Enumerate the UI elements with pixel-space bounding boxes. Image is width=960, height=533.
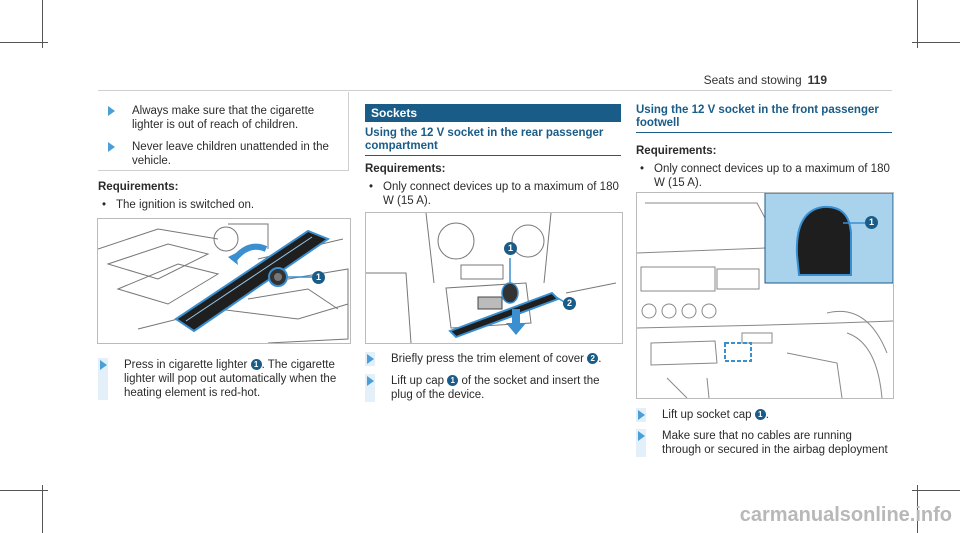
crop-mark [912, 42, 960, 43]
crop-mark [0, 42, 48, 43]
subsection-heading: Using the 12 V socket in the front passenger footwell [636, 104, 892, 133]
requirements-block [365, 162, 621, 208]
requirements-block [98, 180, 348, 212]
section-banner: Sockets [365, 104, 621, 122]
warning-item: Never leave children unattended in the vehicle. [106, 140, 334, 168]
requirements-title: Requirements: [98, 181, 179, 193]
requirements-block [636, 144, 892, 190]
requirements-title: Requirements: [365, 163, 446, 175]
instruction-step: Press in cigarette lighter 1 . The cigarette lighter will pop out automatically when the heating element is red-hot. [98, 358, 348, 400]
requirement-item: • Only connect devices up to a maximum of 180 W (15 A). [636, 162, 892, 190]
instruction-step: Lift up cap 1 of the socket and insert the plug of the device. [365, 374, 621, 402]
rear-socket-illustration [366, 213, 622, 343]
figure-cigarette-lighter [97, 218, 351, 344]
front-socket-illustration [637, 193, 893, 398]
instruction-step: Briefly press the trim element of cover 2 . [365, 352, 621, 366]
arrow-icon [636, 429, 646, 443]
crop-mark [0, 490, 48, 491]
callout-ref: 1 [447, 375, 458, 386]
subsection-heading: Using the 12 V socket in the rear passenger compartment [365, 127, 621, 156]
requirements-title: Requirements: [636, 145, 717, 157]
header-rule [98, 90, 892, 91]
instruction-step: Make sure that no cables are running through or secured in the airbag deployment [636, 429, 892, 457]
arrow-icon [365, 374, 375, 388]
crop-mark [912, 490, 960, 491]
figure-rear-socket [365, 212, 623, 344]
arrow-icon [365, 352, 375, 366]
callout-2: 2 [563, 297, 576, 310]
crop-mark [42, 0, 43, 48]
crop-mark [917, 0, 918, 48]
arrow-icon [636, 408, 646, 422]
watermark: carmanualsonline.info [739, 504, 952, 526]
page-header [704, 73, 827, 87]
callout-ref: 1 [755, 409, 766, 420]
callout-1: 1 [312, 271, 325, 284]
figure-front-socket [636, 192, 894, 399]
callout-1: 1 [865, 216, 878, 229]
requirement-item: • The ignition is switched on. [98, 198, 348, 212]
arrow-icon [106, 104, 116, 118]
arrow-icon [106, 140, 116, 154]
section-title: Seats and stowing [703, 73, 802, 87]
page-number: 119 [807, 73, 827, 87]
callout-ref: 2 [587, 353, 598, 364]
instruction-step: Lift up socket cap 1 . [636, 408, 892, 422]
requirement-item: • Only connect devices up to a maximum of 180 W (15 A). [365, 180, 621, 208]
arrow-icon [98, 358, 108, 372]
callout-ref: 1 [251, 359, 262, 370]
warning-item: Always make sure that the cigarette lighter is out of reach of children. [106, 104, 334, 132]
crop-mark [42, 485, 43, 533]
callout-1: 1 [504, 242, 517, 255]
warning-box [98, 92, 349, 171]
